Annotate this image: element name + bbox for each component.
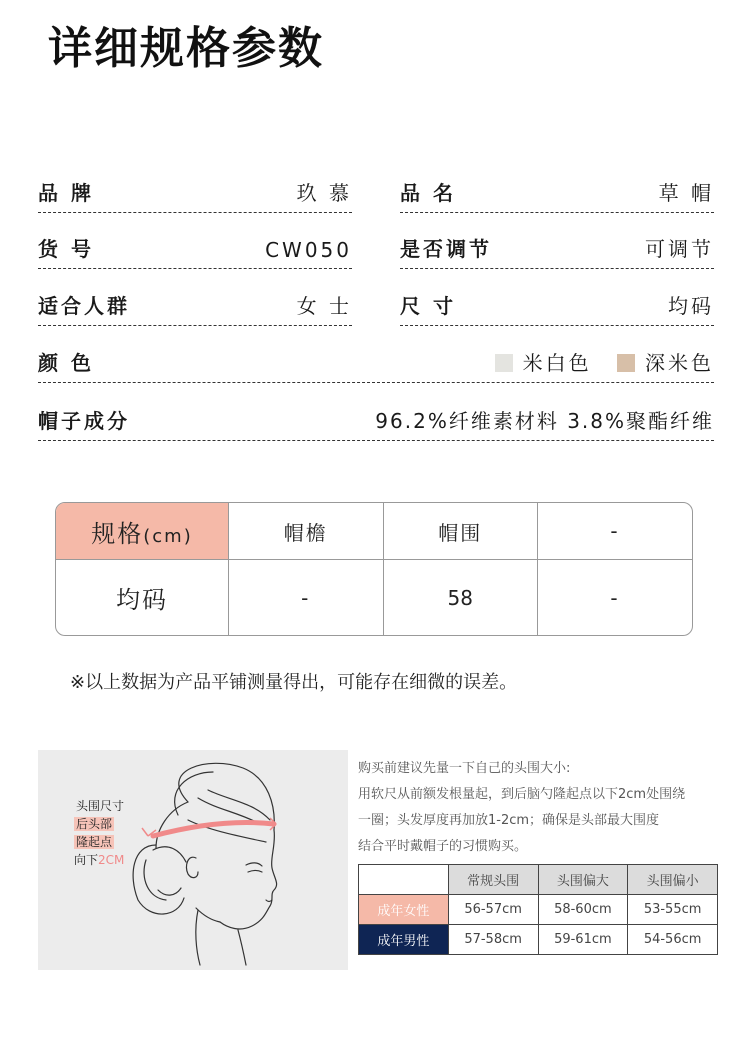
spec-material: [38, 404, 714, 441]
illus-label-back-text: 后头部: [76, 817, 113, 831]
illus-label-circumference: 头围尺寸: [76, 799, 125, 813]
illus-label-back: [74, 816, 114, 833]
spec-color: [38, 346, 714, 383]
table-cell: 54-56cm: [628, 925, 718, 955]
color-options: [479, 347, 714, 376]
item-no-label: 货 号: [38, 237, 94, 261]
spec-audience: [38, 289, 352, 326]
size-header-main: 规格: [91, 519, 144, 548]
audience-value: 女 士: [296, 294, 352, 318]
color-name: 米白色: [522, 351, 592, 375]
color-option: [617, 351, 714, 375]
name-value: 草 帽: [658, 181, 714, 205]
spec-item-no: [38, 232, 352, 269]
spec-brand: [38, 176, 352, 213]
measure-guide: [358, 756, 718, 860]
color-name: 深米色: [645, 351, 714, 375]
size-value: 均码: [668, 294, 714, 318]
illus-label-peak-text: 隆起点: [76, 835, 113, 849]
table-cell: 56-57cm: [448, 895, 538, 925]
illus-label-down: [74, 852, 124, 869]
circumference-value: 58: [383, 560, 538, 636]
table-cell: 58-60cm: [538, 895, 628, 925]
size-table: [55, 502, 693, 636]
other-header: -: [538, 503, 693, 560]
material-value: 96.2%纤维素材料 3.8%聚酯纤维: [375, 409, 714, 433]
size-header-unit: (cm): [143, 525, 193, 547]
page-title: 详细规格参数: [48, 23, 324, 74]
circumference-header: 帽围: [383, 503, 538, 560]
male-label: 成年男性: [359, 925, 449, 955]
spec-name: [400, 176, 714, 213]
head-measure-illustration: [38, 750, 348, 970]
other-value: -: [538, 560, 693, 636]
spec-adjustable: [400, 232, 714, 269]
table-header-cell: [359, 865, 449, 895]
table-header-row: [359, 865, 718, 895]
table-header-cell: 常规头围: [448, 865, 538, 895]
item-no-value: CW050: [265, 238, 352, 262]
table-header-cell: 头围偏大: [538, 865, 628, 895]
guide-line: 用软尺从前额发根量起，到后脑勺隆起点以下2cm处围绕: [358, 787, 686, 802]
color-swatch-icon: [617, 354, 635, 372]
adjustable-label: 是否调节: [400, 237, 492, 261]
table-cell: 57-58cm: [448, 925, 538, 955]
table-row: [359, 925, 718, 955]
size-header-cell: [56, 503, 229, 560]
brand-label: 品 牌: [38, 181, 94, 205]
table-header-cell: 头围偏小: [628, 865, 718, 895]
table-cell: 59-61cm: [538, 925, 628, 955]
head-size-table: [358, 864, 718, 955]
table-row: [359, 895, 718, 925]
illus-label-down-value: 2CM: [98, 853, 125, 867]
brand-value: 玖 慕: [296, 181, 352, 205]
spec-size: [400, 289, 714, 326]
audience-label: 适合人群: [38, 294, 130, 318]
female-label: 成年女性: [359, 895, 449, 925]
guide-line: 一圈；头发厚度再加放1-2cm；确保是头部最大围度: [358, 813, 660, 828]
illus-label-down-prefix: 向下: [74, 853, 99, 867]
color-label: 颜 色: [38, 351, 94, 375]
measurement-note: ※以上数据为产品平铺测量得出，可能存在细微的误差。: [70, 672, 518, 693]
color-swatch-icon: [495, 354, 513, 372]
brim-header: 帽檐: [229, 503, 384, 560]
adjustable-value: 可调节: [645, 237, 714, 261]
size-row-label: 均码: [56, 560, 229, 636]
material-label: 帽子成分: [38, 409, 130, 433]
size-label: 尺 寸: [400, 294, 456, 318]
illus-label-peak: [74, 834, 114, 851]
name-label: 品 名: [400, 181, 456, 205]
color-option: [495, 351, 601, 375]
table-cell: 53-55cm: [628, 895, 718, 925]
guide-line: 购买前建议先量一下自己的头围大小:: [358, 761, 571, 776]
guide-line: 结合平时戴帽子的习惯购买。: [358, 839, 528, 854]
brim-value: -: [229, 560, 384, 636]
